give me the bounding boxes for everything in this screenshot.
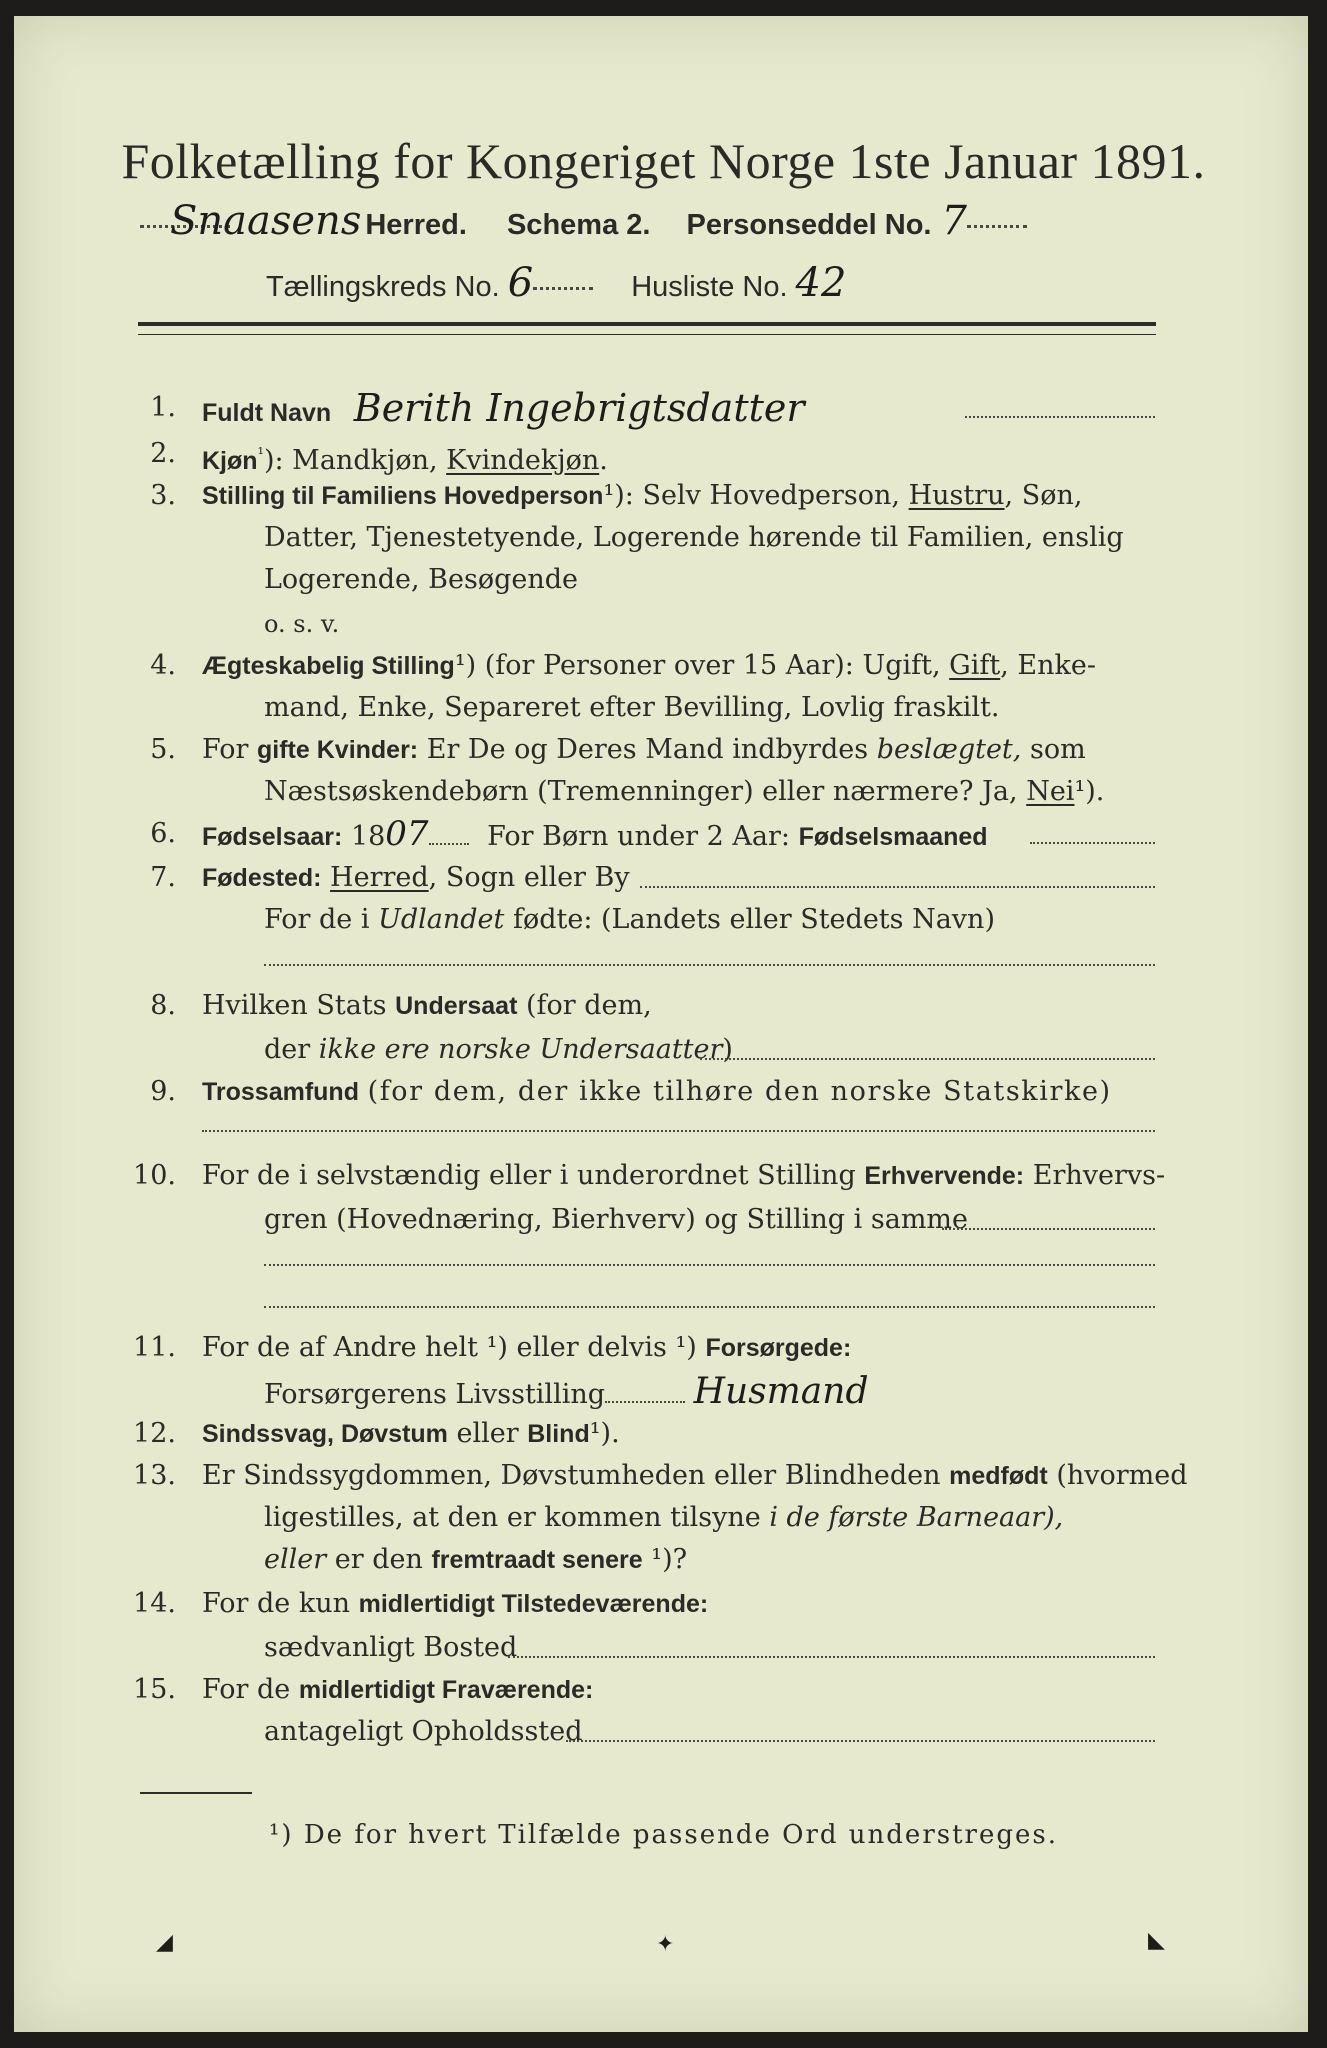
footnote: ¹) De for hvert Tilfælde passende Ord understreges.: [268, 1820, 1058, 1850]
kreds-value: 6: [507, 260, 534, 306]
personseddel-label: Personseddel No.: [686, 209, 932, 241]
item-5-married-women: For gifte Kvinder: Er De og Deres Mand indbyrdes beslægtet, som: [202, 734, 1086, 765]
item-number: 3.: [150, 480, 176, 511]
item-number: 13.: [133, 1460, 176, 1491]
item-7-birthplace: Fødested: Herred, Sogn eller By: [202, 862, 630, 893]
corner-mark-icon: ◢: [156, 1930, 173, 1955]
item-9-religion: Trossamfund (for dem, der ikke tilhøre den norske Statskirke): [202, 1076, 1112, 1107]
item-number: 10.: [133, 1160, 176, 1191]
item-number: 4.: [150, 650, 176, 681]
item-number: 6.: [150, 818, 176, 849]
census-form-page: [14, 16, 1308, 2032]
item-4-marital: Ægteskabelig Stilling¹) (for Personer over 15 Aar): Ugift, Gift, Enke-: [202, 650, 1096, 681]
item-1-full-name: Fuldt Navn Berith Ingebrigtsdatter: [202, 386, 805, 430]
item-15-line2: antageligt Opholdssted: [264, 1716, 583, 1747]
item-13-line2: ligestilles, at den er kommen tilsyne i de første Barneaar),: [264, 1502, 1064, 1533]
item-10-occupation: For de i selvstændig eller i underordnet Stilling Erhvervende: Erhvervs-: [202, 1160, 1166, 1191]
item-11-supported: For de af Andre helt ¹) eller delvis ¹) Forsørgede:: [202, 1332, 852, 1363]
sex-selected: Kvindekjøn: [446, 445, 600, 476]
herred-line: [140, 198, 1027, 244]
item-14-line2: sædvanligt Bosted: [264, 1632, 518, 1663]
item-3-position: Stilling til Familiens Hovedperson¹): Selv Hovedperson, Hustru, Søn,: [202, 480, 1083, 511]
header-rule: [138, 322, 1156, 326]
husliste-value: 42: [795, 260, 847, 306]
kreds-line: [266, 260, 846, 306]
item-number: 9.: [150, 1076, 176, 1107]
item-number: 15.: [133, 1674, 176, 1705]
personseddel-value: 7: [941, 198, 967, 244]
item-12-disability: Sindssvag, Døvstum eller Blind¹).: [202, 1418, 620, 1449]
item-13-congenital: Er Sindssygdommen, Døvstumheden eller Blindheden medfødt (hvormed: [202, 1460, 1188, 1491]
item-number: 8.: [150, 990, 176, 1021]
item-2-sex: Kjøn$^{^1}$): Mandkjøn, Kvindekjøn.: [202, 444, 608, 476]
position-selected: Hustru: [908, 480, 1005, 511]
corner-mark-icon: ◣: [1148, 1928, 1165, 1953]
item-number: 7.: [150, 862, 176, 893]
item-5-line2: Næstsøskendebørn (Tremenninger) eller nærmere? Ja, Nei¹).: [264, 776, 1105, 807]
birthplace-selected: Herred: [330, 862, 429, 893]
provider-occupation-value: Husmand: [693, 1371, 869, 1412]
item-number: 1.: [150, 392, 176, 423]
item-11-line2: Forsørgerens Livsstilling Husmand: [264, 1371, 869, 1412]
marital-selected: Gift: [949, 650, 1001, 681]
item-10-line2: gren (Hovednæring, Bierhverv) og Stilling i samme: [264, 1204, 969, 1235]
item-number: 5.: [150, 734, 176, 765]
item-8-citizenship: Hvilken Stats Undersaat (for dem,: [202, 990, 652, 1021]
center-mark-icon: ✦: [656, 1932, 675, 1957]
item-7-line2: For de i Udlandet fødte: (Landets eller Stedets Navn): [264, 904, 995, 935]
item-3-line3: Logerende, Besøgende: [264, 564, 578, 595]
item-4-line2: mand, Enke, Separeret efter Bevilling, Lovlig fraskilt.: [264, 692, 1000, 723]
item-3-line2: Datter, Tjenestetyende, Logerende hørende til Familien, enslig: [264, 522, 1124, 553]
name-value: Berith Ingebrigtsdatter: [353, 386, 805, 430]
husliste-label: Husliste No.: [631, 271, 788, 303]
footnote-rule: [140, 1792, 252, 1794]
item-3-line4: o. s. v.: [264, 610, 340, 638]
item-number: 11.: [133, 1332, 176, 1363]
item-6-birth-year: Fødselsaar: 1807 For Børn under 2 Aar: Fødselsmaaned: [202, 814, 988, 854]
item-number: 14.: [133, 1588, 176, 1619]
kreds-label: Tællingskreds No.: [266, 271, 500, 303]
related-selected: Nei: [1026, 776, 1075, 807]
birth-year-value: 07: [385, 814, 429, 854]
header-rule-thin: [138, 334, 1156, 335]
herred-label: Herred.: [365, 209, 467, 241]
item-number: 12.: [133, 1418, 176, 1449]
form-title: Folketælling for Kongeriget Norge 1ste Januar 1891.: [121, 133, 1206, 189]
herred-value: Snaasens: [170, 198, 362, 244]
item-8-line2: der ikke ere norske Undersaatter): [264, 1034, 733, 1065]
item-14-temporary-present: For de kun midlertidigt Tilstedeværende:: [202, 1588, 709, 1619]
item-13-line3: eller er den fremtraadt senere ¹)?: [264, 1544, 688, 1575]
item-15-temporary-absent: For de midlertidigt Fraværende:: [202, 1674, 594, 1705]
schema-label: Schema 2.: [506, 209, 651, 241]
item-number: 2.: [150, 438, 176, 469]
